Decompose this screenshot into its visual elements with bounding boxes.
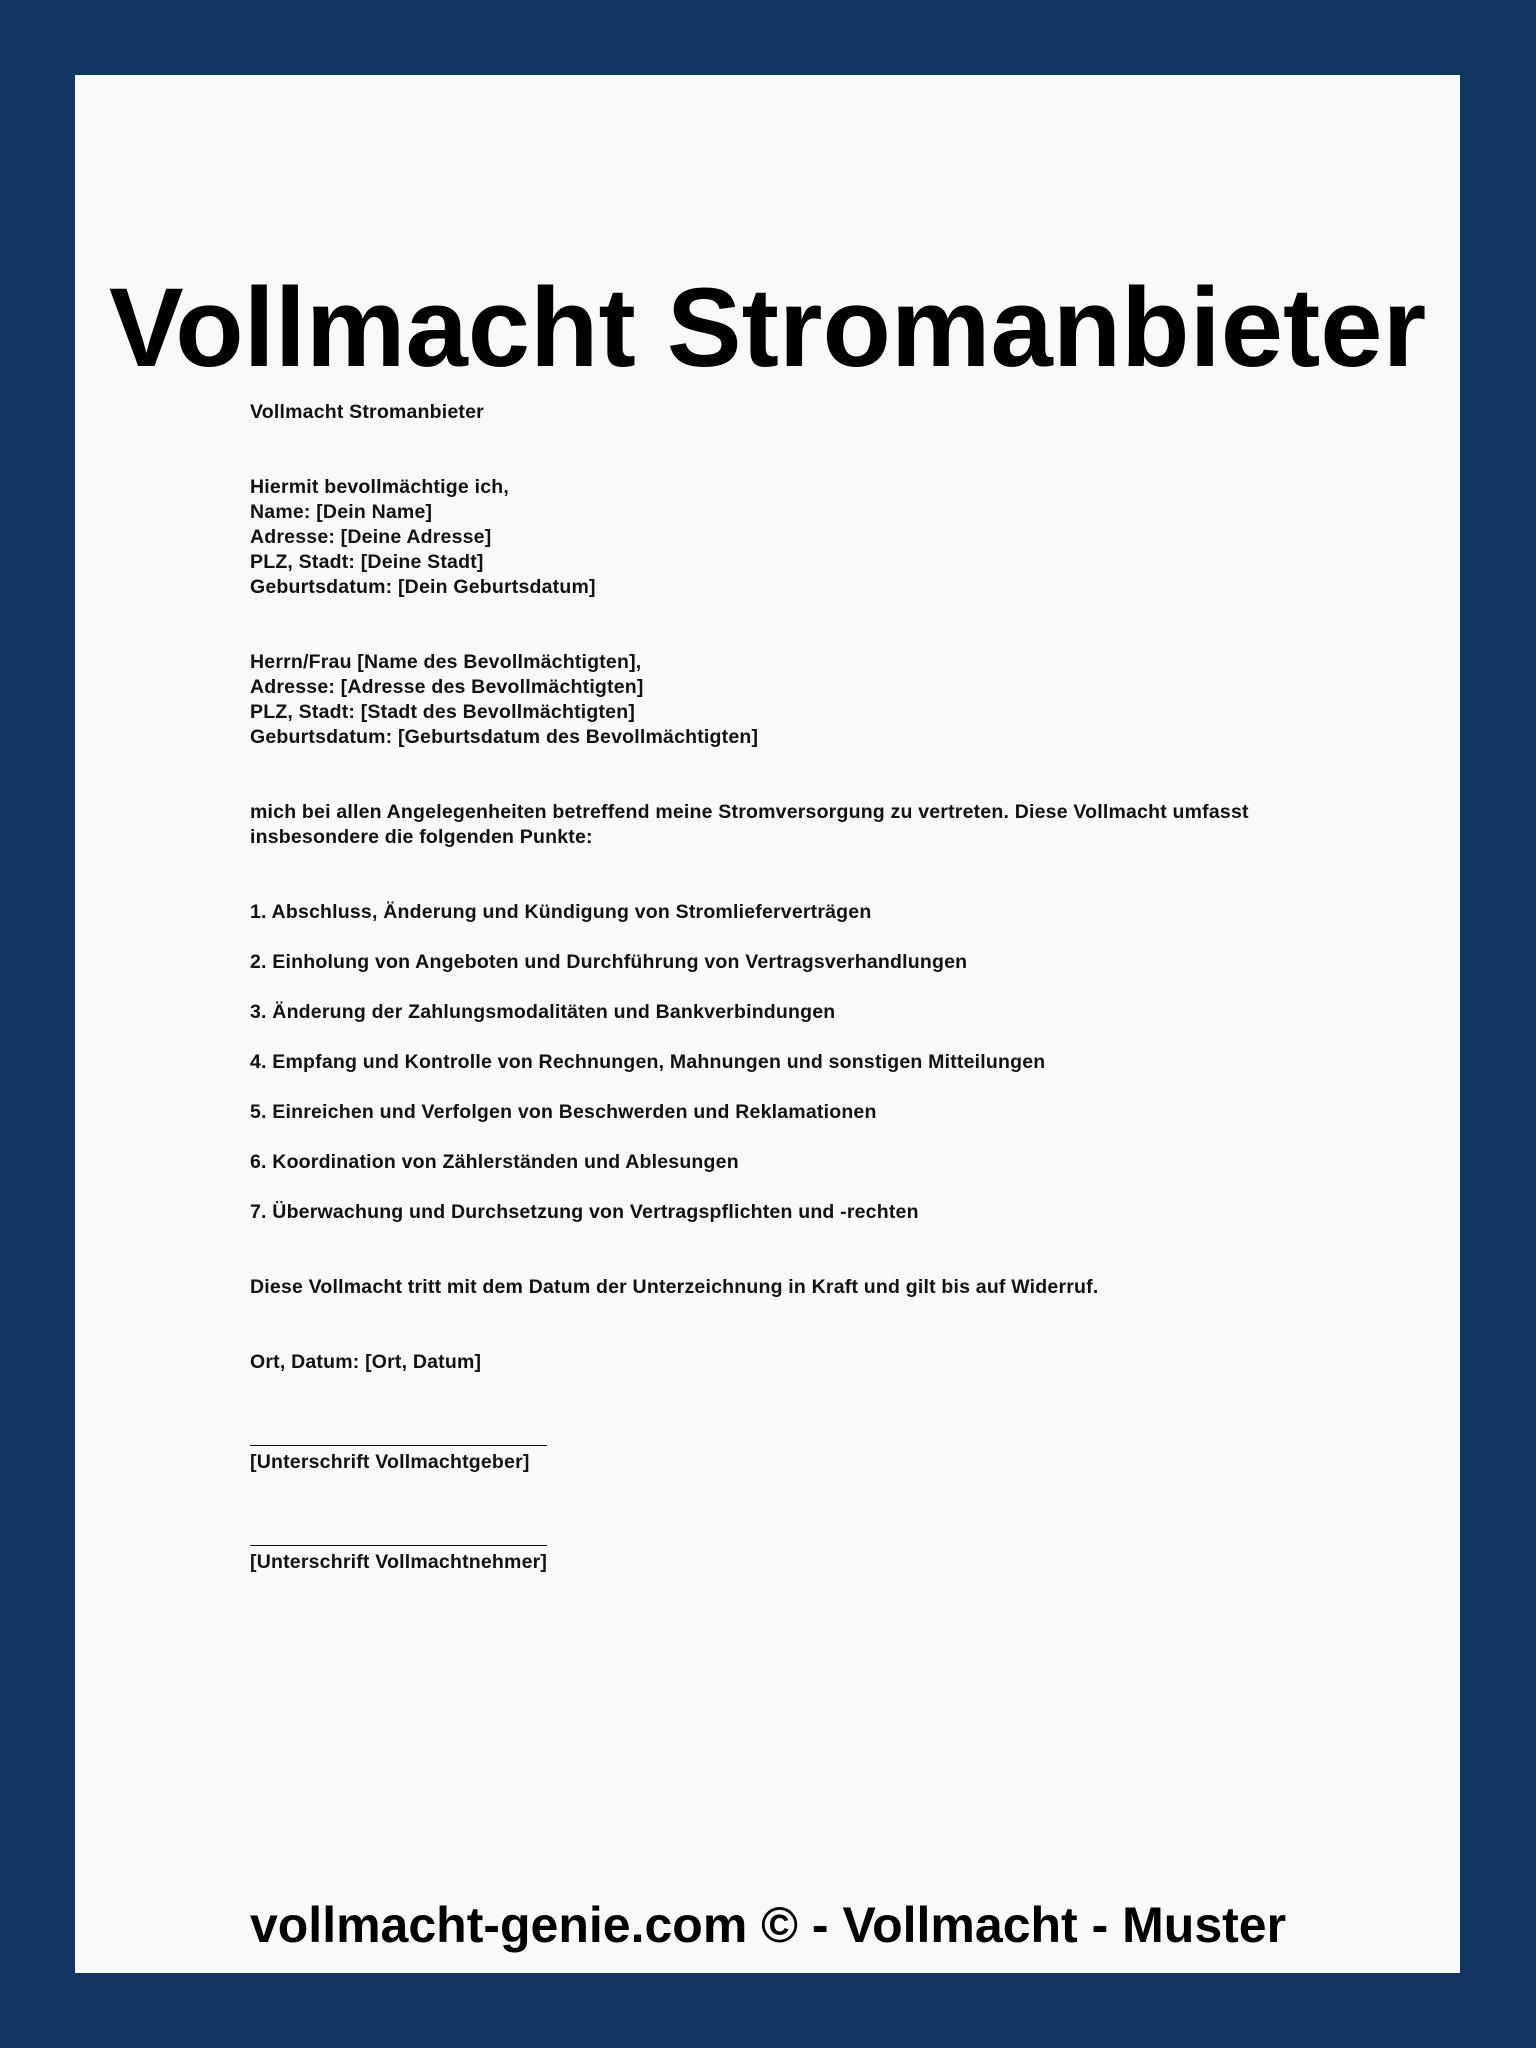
grantor-intro: Hiermit bevollmächtige ich, [250, 476, 509, 498]
agent-birthdate: Geburtsdatum: [Geburtsdatum des Bevollmächtigten] [250, 726, 759, 748]
signature-line-agent [250, 1545, 547, 1546]
scope-text-line-2: insbesondere die folgenden Punkte: [250, 826, 593, 848]
footer-watermark: vollmacht-genie.com © - Vollmacht - Muster [249, 1897, 1287, 1953]
list-item: 6. Koordination von Zählerständen und Ablesungen [250, 1151, 739, 1173]
signature-label-agent: [Unterschrift Vollmachtnehmer] [250, 1551, 548, 1573]
list-item: 3. Änderung der Zahlungsmodalitäten und Bankverbindungen [250, 1001, 836, 1023]
agent-city: PLZ, Stadt: [Stadt des Bevollmächtigten] [250, 701, 636, 723]
list-item: 1. Abschluss, Änderung und Kündigung von Stromlieferverträgen [250, 901, 872, 923]
grantor-city: PLZ, Stadt: [Deine Stadt] [250, 551, 484, 573]
list-item: 5. Einreichen und Verfolgen von Beschwerden und Reklamationen [250, 1101, 877, 1123]
agent-address: Adresse: [Adresse des Bevollmächtigten] [250, 676, 644, 698]
signature-line-grantor [250, 1445, 547, 1446]
signature-label-grantor: [Unterschrift Vollmachtgeber] [250, 1451, 530, 1473]
grantor-birthdate: Geburtsdatum: [Dein Geburtsdatum] [250, 576, 596, 598]
document-page [75, 75, 1460, 1973]
validity-statement: Diese Vollmacht tritt mit dem Datum der Unterzeichnung in Kraft und gilt bis auf Widerruf. [250, 1276, 1099, 1298]
grantor-address: Adresse: [Deine Adresse] [250, 526, 492, 548]
agent-name: Herrn/Frau [Name des Bevollmächtigten], [250, 651, 642, 673]
document-heading: Vollmacht Stromanbieter [250, 401, 484, 423]
list-item: 4. Empfang und Kontrolle von Rechnungen, Mahnungen und sonstigen Mitteilungen [250, 1051, 1046, 1073]
grantor-name: Name: [Dein Name] [250, 501, 433, 523]
scope-text-line-1: mich bei allen Angelegenheiten betreffend meine Stromversorgung zu vertreten. Diese Vollmacht umfasst [250, 801, 1249, 823]
list-item: 2. Einholung von Angeboten und Durchführung von Vertragsverhandlungen [250, 951, 968, 973]
list-item: 7. Überwachung und Durchsetzung von Vertragspflichten und -rechten [250, 1201, 919, 1223]
page-title: Vollmacht Stromanbieter [108, 265, 1427, 390]
place-date: Ort, Datum: [Ort, Datum] [250, 1351, 482, 1373]
